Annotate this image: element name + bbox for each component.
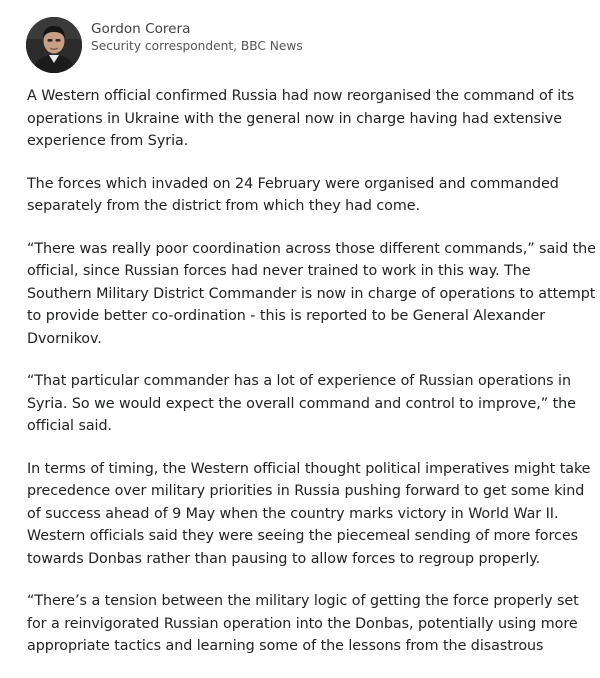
- author-avatar: [26, 17, 82, 73]
- article-body: [27, 85, 597, 678]
- author-role: Security correspondent, BBC News: [91, 39, 303, 53]
- paragraph: “That particular commander has a lot of experience of Russian operations in Syria. So we would expect the overall command and control to improve,” the official said.: [27, 373, 576, 434]
- paragraph: The forces which invaded on 24 February were organised and commanded separately from the district from which they had come.: [27, 175, 559, 214]
- author-name: Gordon Corera: [91, 21, 191, 37]
- paragraph: “There was really poor coordination across those different commands,” said the official, since Russian forces had never trained to work in this way. The Southern Military District Commander is now in charge of operations to attempt to provide better co-ordination - this is reported to be General Alexander Dvornikov.: [27, 240, 596, 347]
- author-info: [91, 20, 303, 54]
- paragraph: “There’s a tension between the military logic of getting the force properly set for a reinvigorated Russian operation into the Donbas, potentially using more appropriate tactics and learning some of the lessons from the disastrous: [27, 593, 579, 654]
- paragraph: A Western official confirmed Russia had now reorganised the command of its operations in Ukraine with the general now in charge having had extensive experience from Syria.: [27, 88, 575, 149]
- author-byline: [26, 16, 303, 74]
- paragraph: In terms of timing, the Western official thought political imperatives might take precedence over military priorities in Russia pushing forward to get some kind of success ahead of 9 May when the country marks victory in World War II. Western officials said they were seeing the piecemeal sending of more forces towards Donbas rather than pausing to allow forces to regroup properly.: [27, 460, 591, 567]
